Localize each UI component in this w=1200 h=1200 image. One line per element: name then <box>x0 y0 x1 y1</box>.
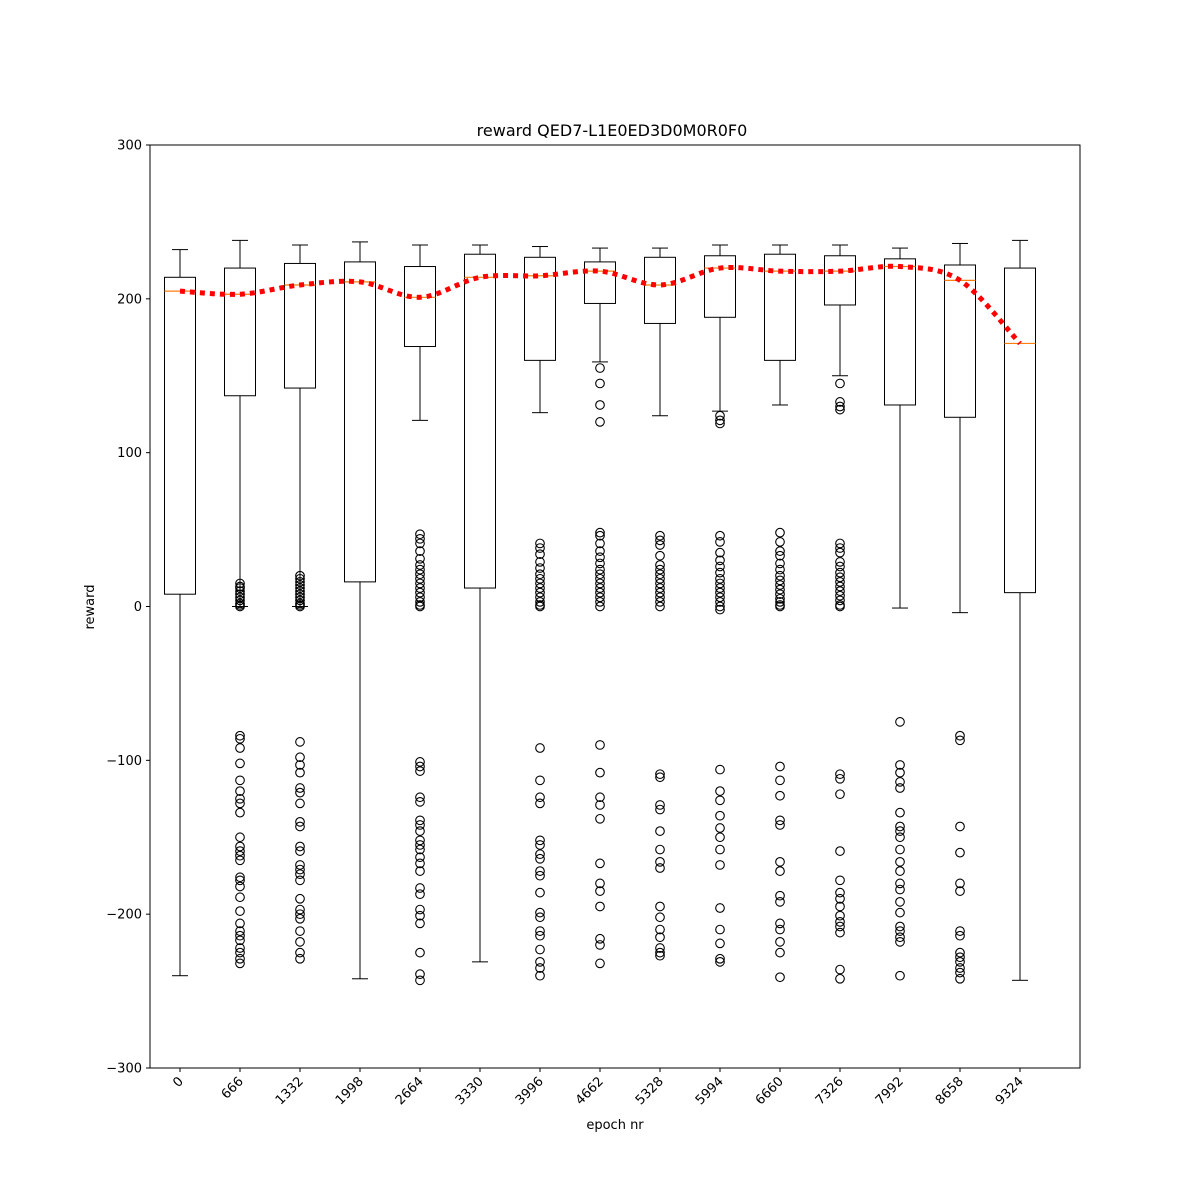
x-tick-label: 4662 <box>572 1074 607 1109</box>
x-tick-label: 3330 <box>452 1074 487 1109</box>
chart-title: reward QED7-L1E0ED3D0M0R0F0 <box>476 121 748 140</box>
y-tick-label: 0 <box>133 600 142 615</box>
x-tick-label: 6660 <box>752 1074 787 1109</box>
y-tick-label: 300 <box>117 138 142 154</box>
x-tick-label: 1998 <box>332 1074 367 1109</box>
x-tick-label: 3996 <box>512 1074 547 1109</box>
x-tick-label: 5328 <box>632 1074 667 1109</box>
y-tick-label: 100 <box>117 446 142 462</box>
x-axis-label: epoch nr <box>586 1118 644 1133</box>
x-tick-label: 0 <box>170 1074 187 1091</box>
x-tick-label: 1332 <box>272 1074 307 1109</box>
x-tick-label: 666 <box>218 1074 247 1103</box>
y-axis-label: reward <box>83 584 98 630</box>
y-tick-label: −300 <box>106 1061 142 1077</box>
x-tick-label: 8658 <box>932 1074 967 1109</box>
x-tick-label: 7992 <box>872 1074 907 1109</box>
x-tick-label: 9324 <box>992 1074 1027 1109</box>
x-tick-label: 2664 <box>392 1074 427 1109</box>
y-tick-label: −100 <box>106 753 142 769</box>
x-tick-label: 7326 <box>812 1074 847 1109</box>
y-tick-label: 200 <box>117 292 142 308</box>
y-tick-label: −200 <box>106 907 142 923</box>
x-tick-label: 5994 <box>692 1074 727 1109</box>
